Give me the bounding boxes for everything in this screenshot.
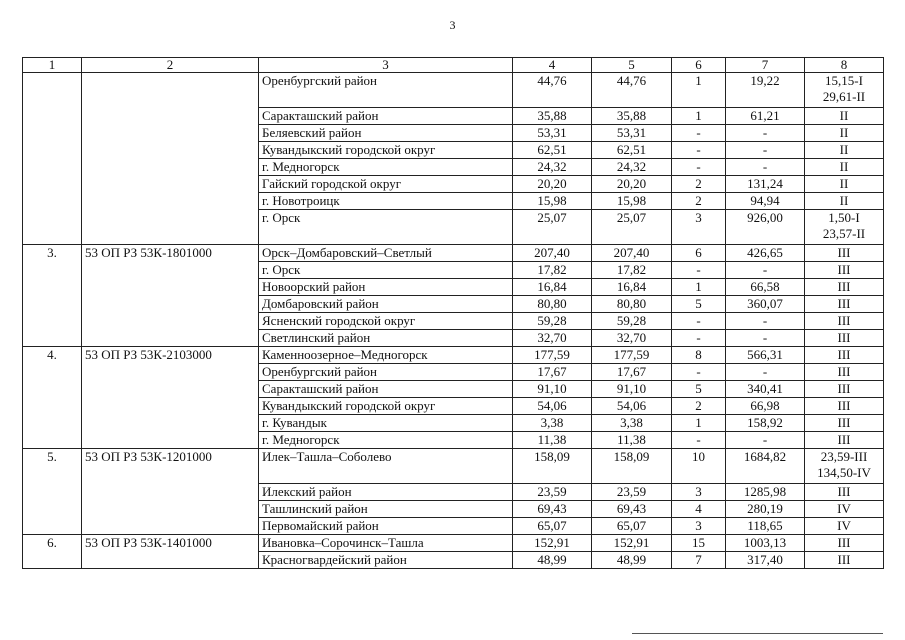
road-number: 5. [23,449,82,535]
road-category [805,381,884,398]
road-category-line: III [837,245,851,260]
bridge-count: 2 [672,176,726,193]
length-total: 59,28 [513,313,592,330]
length-total: 15,98 [513,193,592,210]
bridge-length: 61,21 [726,108,805,125]
road-category-line: III [837,296,851,311]
road-category [805,364,884,381]
bridge-length: - [726,364,805,381]
length-paved: 35,88 [592,108,672,125]
bridge-count: 5 [672,381,726,398]
road-category-line: III [837,347,851,362]
length-paved: 25,07 [592,210,672,245]
road-category-line: III [837,313,851,328]
bridge-count: 6 [672,245,726,262]
bridge-length: 66,58 [726,279,805,296]
length-total: 24,32 [513,159,592,176]
length-paved: 207,40 [592,245,672,262]
road-segment-name: Оренбургский район [259,73,513,108]
road-category [805,484,884,501]
bridge-length: - [726,159,805,176]
road-category-line: II [839,193,849,208]
bridge-count: 1 [672,73,726,108]
road-category [805,125,884,142]
road-number: 4. [23,347,82,449]
length-total: 69,43 [513,501,592,518]
bridge-length: 1003,13 [726,535,805,552]
length-paved: 17,67 [592,364,672,381]
bridge-count: 4 [672,501,726,518]
road-category [805,432,884,449]
road-category-line: 134,50-IV [817,465,871,480]
column-number-row [23,58,884,73]
length-total: 17,67 [513,364,592,381]
road-code: 53 ОП РЗ 53К-2103000 [82,347,259,449]
road-category [805,262,884,279]
column-number: 3 [259,58,513,73]
length-paved: 158,09 [592,449,672,484]
length-total: 35,88 [513,108,592,125]
road-category [805,535,884,552]
bridge-count: - [672,313,726,330]
road-category [805,501,884,518]
road-code: 53 ОП РЗ 53К-1801000 [82,245,259,347]
bridge-length: - [726,262,805,279]
road-segment-name: Илекский район [259,484,513,501]
length-total: 152,91 [513,535,592,552]
road-category [805,142,884,159]
table-row [23,535,884,552]
length-paved: 24,32 [592,159,672,176]
road-category [805,245,884,262]
bridge-length: - [726,432,805,449]
table-row [23,73,884,108]
bridge-length: 131,24 [726,176,805,193]
road-category [805,347,884,364]
bridge-count: - [672,159,726,176]
road-category-line: II [839,142,849,157]
length-total: 65,07 [513,518,592,535]
length-total: 23,59 [513,484,592,501]
bridge-count: 15 [672,535,726,552]
length-paved: 54,06 [592,398,672,415]
length-total: 62,51 [513,142,592,159]
bridge-length: 926,00 [726,210,805,245]
bridge-length: - [726,125,805,142]
bridge-count: 10 [672,449,726,484]
road-segment-name: г. Орск [259,210,513,245]
road-segment-name: Беляевский район [259,125,513,142]
bridge-count: 3 [672,484,726,501]
length-paved: 23,59 [592,484,672,501]
length-paved: 17,82 [592,262,672,279]
bridge-length: 280,19 [726,501,805,518]
length-paved: 80,80 [592,296,672,313]
length-total: 177,59 [513,347,592,364]
bridge-count: 1 [672,279,726,296]
bridge-count: - [672,262,726,279]
bridge-count: 3 [672,518,726,535]
bridge-length: 118,65 [726,518,805,535]
road-segment-name: Первомайский район [259,518,513,535]
road-category-line: 23,59-III [820,449,868,464]
length-paved: 69,43 [592,501,672,518]
length-paved: 11,38 [592,432,672,449]
bridge-count: 1 [672,108,726,125]
road-category-line: III [837,364,851,379]
roads-table [22,57,884,569]
road-segment-name: г. Медногорск [259,159,513,176]
road-code: 53 ОП РЗ 53К-1201000 [82,449,259,535]
road-category-line: III [837,381,851,396]
road-category-line: IV [837,501,851,516]
road-segment-name: Кувандыкский городской округ [259,142,513,159]
road-category-line: 23,57-II [822,226,866,241]
road-segment-name: Каменноозерное–Медногорск [259,347,513,364]
length-total: 54,06 [513,398,592,415]
length-total: 80,80 [513,296,592,313]
length-total: 16,84 [513,279,592,296]
road-category [805,159,884,176]
road-category [805,279,884,296]
length-paved: 32,70 [592,330,672,347]
road-category [805,176,884,193]
road-category [805,193,884,210]
bridge-length: 566,31 [726,347,805,364]
bridge-count: - [672,364,726,381]
bridge-length: - [726,313,805,330]
road-category-line: III [837,484,851,499]
road-category [805,415,884,432]
column-number: 4 [513,58,592,73]
bridge-length: 426,65 [726,245,805,262]
road-category [805,210,884,245]
road-number [23,73,82,245]
road-category-line: II [839,176,849,191]
bridge-length: 340,41 [726,381,805,398]
bridge-length: 19,22 [726,73,805,108]
road-segment-name: г. Новотроицк [259,193,513,210]
road-number: 6. [23,535,82,569]
road-category-line: III [837,398,851,413]
column-number: 1 [23,58,82,73]
bridge-count: - [672,432,726,449]
page-bottom-rule [632,633,883,634]
road-category-line: III [837,535,851,550]
table-row [23,347,884,364]
bridge-count: 2 [672,193,726,210]
length-paved: 91,10 [592,381,672,398]
length-paved: 15,98 [592,193,672,210]
length-total: 17,82 [513,262,592,279]
road-category-line: II [839,125,849,140]
bridge-count: - [672,330,726,347]
bridge-count: 8 [672,347,726,364]
bridge-length: 1684,82 [726,449,805,484]
length-paved: 177,59 [592,347,672,364]
road-segment-name: Красногвардейский район [259,552,513,569]
road-category-line: III [837,415,851,430]
length-total: 44,76 [513,73,592,108]
road-category-line: III [837,552,851,567]
road-segment-name: Ивановка–Сорочинск–Ташла [259,535,513,552]
length-paved: 59,28 [592,313,672,330]
road-category [805,73,884,108]
bridge-length: 317,40 [726,552,805,569]
road-segment-name: г. Орск [259,262,513,279]
length-total: 11,38 [513,432,592,449]
length-paved: 48,99 [592,552,672,569]
road-category [805,108,884,125]
road-category-line: 29,61-II [822,89,866,104]
road-segment-name: Домбаровский район [259,296,513,313]
road-number: 3. [23,245,82,347]
bridge-count: - [672,125,726,142]
bridge-count: 5 [672,296,726,313]
page-number: 3 [449,18,456,32]
length-total: 25,07 [513,210,592,245]
road-category-line: 15,15-I [825,73,863,88]
length-total: 3,38 [513,415,592,432]
road-category-line: III [837,330,851,345]
bridge-count: 1 [672,415,726,432]
length-total: 20,20 [513,176,592,193]
road-category [805,398,884,415]
column-number: 5 [592,58,672,73]
road-code: 53 ОП РЗ 53К-1401000 [82,535,259,569]
length-paved: 3,38 [592,415,672,432]
road-segment-name: Новоорский район [259,279,513,296]
road-category-line: III [837,279,851,294]
road-category [805,552,884,569]
road-segment-name: Ташлинский район [259,501,513,518]
road-category [805,296,884,313]
bridge-count: - [672,142,726,159]
road-category-line: II [839,159,849,174]
bridge-count: 3 [672,210,726,245]
column-number: 8 [805,58,884,73]
bridge-count: 2 [672,398,726,415]
length-total: 53,31 [513,125,592,142]
length-total: 32,70 [513,330,592,347]
road-segment-name: Орск–Домбаровский–Светлый [259,245,513,262]
length-paved: 44,76 [592,73,672,108]
length-paved: 65,07 [592,518,672,535]
bridge-count: 7 [672,552,726,569]
road-segment-name: Ясненский городской округ [259,313,513,330]
road-category [805,330,884,347]
length-total: 158,09 [513,449,592,484]
road-category-line: IV [837,518,851,533]
road-category-line: 1,50-I [828,210,860,225]
road-category-line: II [839,108,849,123]
column-number: 6 [672,58,726,73]
bridge-length: - [726,330,805,347]
bridge-length: 158,92 [726,415,805,432]
column-number: 2 [82,58,259,73]
table-row [23,245,884,262]
road-category [805,313,884,330]
table-row [23,449,884,484]
road-segment-name: Саракташский район [259,108,513,125]
length-paved: 16,84 [592,279,672,296]
length-paved: 62,51 [592,142,672,159]
road-segment-name: г. Медногорск [259,432,513,449]
length-total: 48,99 [513,552,592,569]
bridge-length: 94,94 [726,193,805,210]
bridge-length: 66,98 [726,398,805,415]
length-paved: 152,91 [592,535,672,552]
road-segment-name: Саракташский район [259,381,513,398]
length-total: 207,40 [513,245,592,262]
road-category [805,449,884,484]
road-segment-name: Илек–Ташла–Соболево [259,449,513,484]
road-category-line: III [837,432,851,447]
bridge-length: 1285,98 [726,484,805,501]
road-segment-name: г. Кувандык [259,415,513,432]
road-segment-name: Светлинский район [259,330,513,347]
bridge-length: 360,07 [726,296,805,313]
length-paved: 20,20 [592,176,672,193]
road-category-line: III [837,262,851,277]
length-total: 91,10 [513,381,592,398]
column-number: 7 [726,58,805,73]
road-segment-name: Кувандыкский городской округ [259,398,513,415]
length-paved: 53,31 [592,125,672,142]
road-segment-name: Оренбургский район [259,364,513,381]
road-category [805,518,884,535]
road-code [82,73,259,245]
road-segment-name: Гайский городской округ [259,176,513,193]
bridge-length: - [726,142,805,159]
